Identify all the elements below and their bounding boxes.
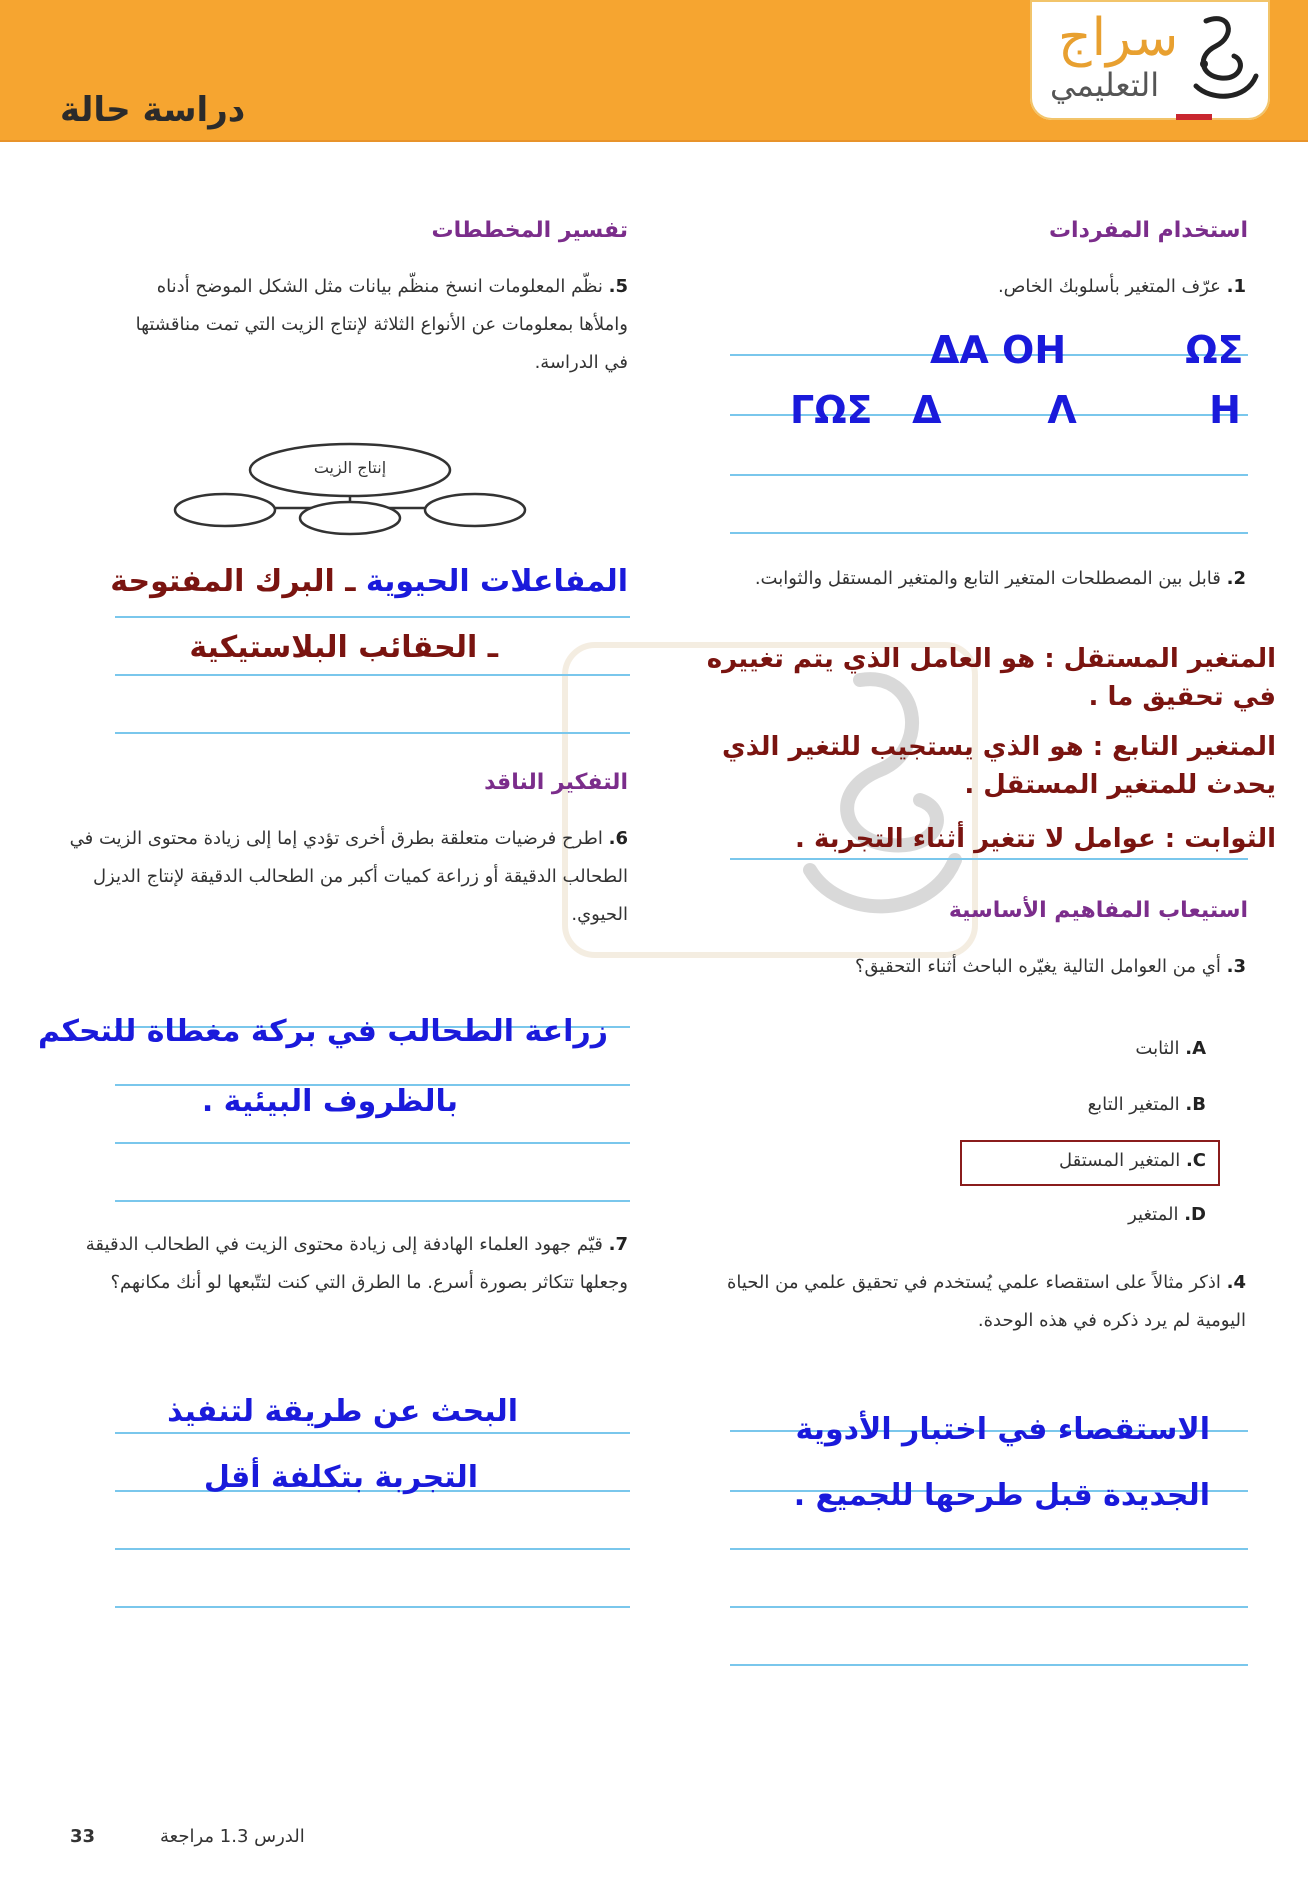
q7-prompt <box>68 1226 628 1302</box>
q5-answer-part-a: المفاعلات الحيوية <box>355 564 628 599</box>
q3-option-d[interactable] <box>1128 1196 1206 1234</box>
q6-prompt <box>68 820 628 934</box>
answer-line <box>115 732 630 734</box>
q6-text: اطرح فرضيات متعلقة بطرق أخرى تؤدي إما إلى زيادة محتوى الزيت في الطحالب الدقيقة أو زراعة كميات أكبر من الطحالب الدقيقة لإنتاج الديزل الحيوي. <box>69 828 628 925</box>
q5-number: 5. <box>608 276 628 297</box>
option-letter: D. <box>1184 1204 1206 1225</box>
answer-line <box>115 1142 630 1144</box>
q5-prompt <box>108 268 628 382</box>
q4-prompt <box>706 1264 1246 1340</box>
q7-answer-line2: التجربة بتكلفة أقل <box>203 1460 478 1495</box>
q3-option-c[interactable] <box>1059 1142 1206 1180</box>
option-text: المتغير <box>1128 1204 1179 1225</box>
q6-number: 6. <box>608 828 628 849</box>
answer-line <box>730 1664 1248 1666</box>
q5-answer-line1 <box>110 564 628 599</box>
q7-text: قيّم جهود العلماء الهادفة إلى زيادة محتوى الزيت في الطحالب الدقيقة وجعلها تتكاثر بصورة أسرع. ما الطرق التي كنت لتتّبعها لو أنك مكانهم؟ <box>85 1234 628 1293</box>
option-letter: A. <box>1185 1038 1206 1059</box>
q2-text: قابل بين المصطلحات المتغير التابع والمتغير المستقل والثوابت. <box>754 568 1221 589</box>
q5-text: نظّم المعلومات انسخ منظّم بيانات مثل الشكل الموضح أدناه واملأها بمعلومات عن الأنواع الثلاثة لإنتاج الزيت التي تمت مناقشتها في الدراسة. <box>135 276 628 373</box>
answer-line <box>730 1606 1248 1608</box>
option-text: الثابت <box>1135 1038 1180 1059</box>
q4-answer-line2: الجديدة قبل طرحها للجميع . <box>793 1478 1210 1513</box>
logo-sub-text: التعليمي <box>1050 66 1160 104</box>
q4-answer-line1: الاستقصاء في اختبار الأدوية <box>795 1412 1210 1447</box>
answer-line <box>730 858 1248 860</box>
q7-answer-line1: البحث عن طريقة لتنفيذ <box>167 1394 518 1429</box>
answer-line <box>115 1432 630 1434</box>
q7-number: 7. <box>608 1234 628 1255</box>
q3-prompt <box>726 948 1246 986</box>
diagram-center-label: إنتاج الزيت <box>313 458 387 477</box>
logo-main-text: سراج <box>1058 8 1179 68</box>
answer-line <box>115 1548 630 1550</box>
section-title: دراسة حالة <box>60 90 246 130</box>
q3-text: أي من العوامل التالية يغيّره الباحث أثناء التحقيق؟ <box>854 956 1221 977</box>
q2-answer-dependent: المتغير التابع : هو الذي يستجيب للتغير الذي يحدث للمتغير المستقل . <box>721 732 1276 800</box>
option-text: المتغير التابع <box>1087 1094 1180 1115</box>
q6-answer-line2: بالظروف البيئية . <box>201 1084 458 1119</box>
option-text: المتغير المستقل <box>1058 1150 1181 1171</box>
q4-text: اذكر مثالاً على استقصاء علمي يُستخدم في تحقيق علمي من الحياة اليومية لم يرد ذكره في هذه الوحدة. <box>726 1272 1246 1331</box>
q1-text: عرّف المتغير بأسلوبك الخاص. <box>997 276 1221 297</box>
q5-answer-line2: ـ الحقائب البلاستيكية <box>189 630 498 665</box>
answer-line <box>730 474 1248 476</box>
q2-answer-independent: المتغير المستقل : هو العامل الذي يتم تغييره في تحقيق ما . <box>706 644 1276 712</box>
answer-line <box>730 1548 1248 1550</box>
answer-line <box>115 1200 630 1202</box>
logo-calligraphy-icon <box>1176 6 1266 116</box>
q1-answer-line1: ΔΑ ΟΗ ΩΣ <box>930 328 1244 372</box>
vocab-heading: استخدام المفردات <box>1048 218 1248 243</box>
page-number: 33 <box>70 1826 96 1847</box>
q2-prompt <box>706 560 1246 598</box>
q2-number: 2. <box>1226 568 1246 589</box>
oil-production-organizer-diagram <box>170 440 530 540</box>
concepts-heading: استيعاب المفاهيم الأساسية <box>948 898 1248 923</box>
logo-accent-bar <box>1176 114 1212 120</box>
critical-thinking-heading: التفكير الناقد <box>484 770 628 795</box>
q4-number: 4. <box>1226 1272 1246 1293</box>
lesson-label: الدرس 1.3 مراجعة <box>160 1826 305 1847</box>
q3-option-a[interactable] <box>1135 1030 1206 1068</box>
q5-answer-part-b: ـ البرك المفتوحة <box>110 564 356 599</box>
q1-prompt <box>726 268 1246 306</box>
diagrams-heading: تفسير المخططات <box>431 218 628 243</box>
q6-answer-line1: زراعة الطحالب في بركة مغطاة للتحكم <box>37 1014 608 1049</box>
q2-answer-constants: الثوابت : عوامل لا تتغير أثناء التجربة . <box>795 824 1276 854</box>
option-letter: B. <box>1185 1094 1206 1115</box>
q3-number: 3. <box>1226 956 1246 977</box>
q3-option-b[interactable] <box>1088 1086 1206 1124</box>
answer-line <box>115 674 630 676</box>
q1-number: 1. <box>1226 276 1246 297</box>
answer-line <box>115 616 630 618</box>
answer-line <box>115 1606 630 1608</box>
answer-line <box>730 532 1248 534</box>
q1-answer-line2: ΓΩΣ Δ Λ Η <box>790 388 1241 432</box>
option-letter: C. <box>1185 1150 1206 1171</box>
